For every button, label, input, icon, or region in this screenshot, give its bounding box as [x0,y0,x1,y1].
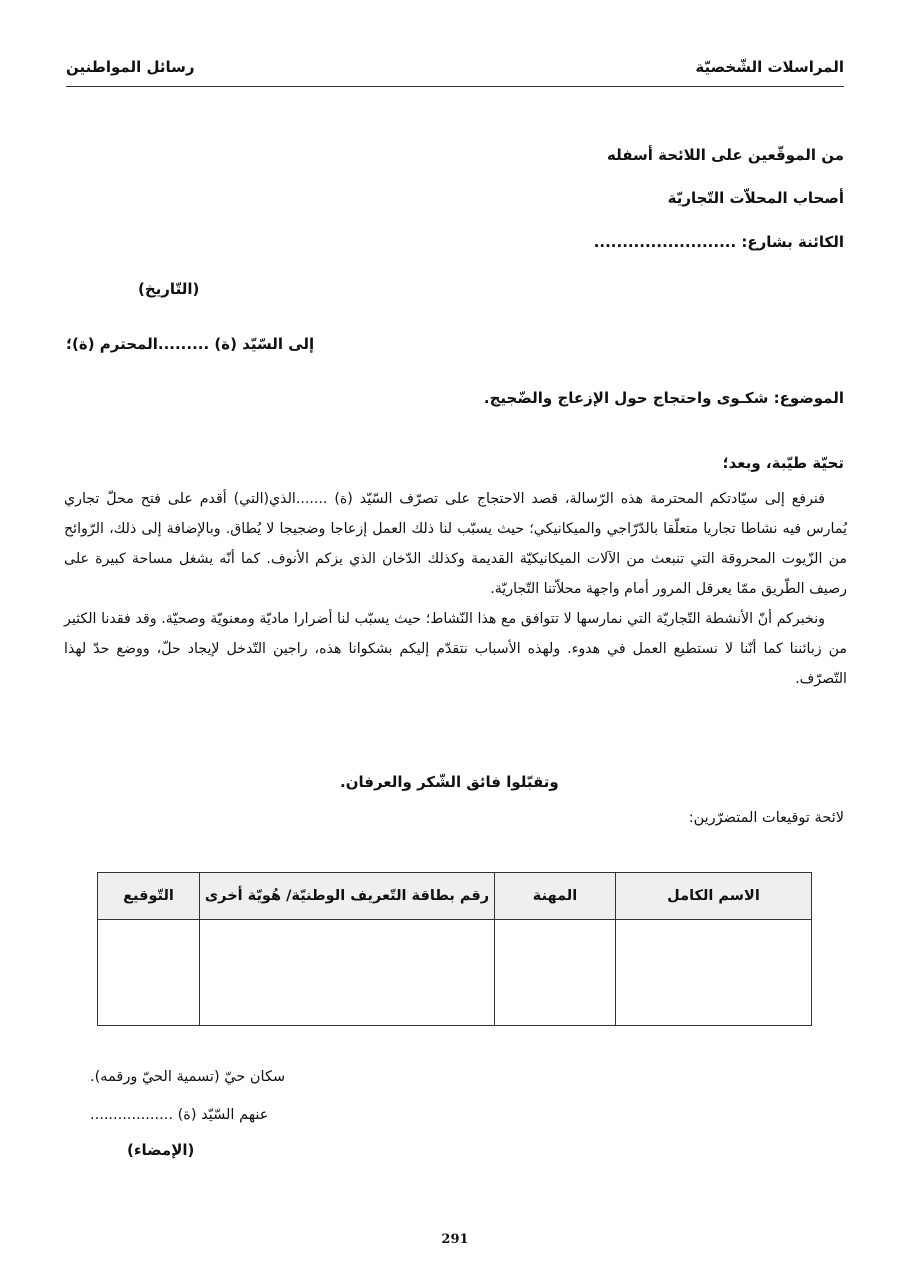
page-number: 291 [441,1232,469,1247]
header-rule [66,86,844,87]
table-row [98,920,812,1026]
sender-line-1: من الموقّعين على اللائحة أسفله [607,146,844,164]
signature-label: (الإمضاء) [127,1141,195,1159]
greeting: تحيّة طيّبة، وبعد؛ [722,454,844,472]
date-placeholder: (التّاريخ) [138,280,200,298]
signatures-table [97,872,812,1026]
column-header-profession: المهنة [495,873,616,920]
residents-line: سكان حيّ (تسمية الحيّ ورقمه). [90,1069,286,1085]
sender-address: الكائنة بشارع: ......................... [593,233,844,251]
body-paragraph-2: ونخبركم أنّ الأنشطة التّجاريّة التي نمارسها لا تتوافق مع هذا النّشاط؛ حيث يسبّب لنا أضرارا ماديّة ومعنويّة وصحيّة. وقد فقدنا الكثير من زبائننا كما أنّنا لا نستطيع العمل في هدوء. ولهذه الأسباب نتقدّم إليكم بشكوانا هذه، راجين التّدخل لإيجاد حلّ، ووضع حدّ لهذا التّصرّف. [64,611,847,687]
table-cell-signature [98,920,200,1026]
recipient-line: إلى السّيّد (ة) .........المحترم (ة)؛ [66,335,315,353]
column-header-signature: التّوقيع [98,873,200,920]
subject-line: الموضوع: شكـوى واحتجاج حول الإزعاج والضّجيج. [483,389,844,407]
table-header-row [98,873,812,920]
running-header-section: المراسلات الشّخصيّة [695,58,844,76]
column-header-id-number: رقم بطاقة التّعريف الوطنيّة/ هُويّة أخرى [200,873,495,920]
table-cell-id-number [200,920,495,1026]
on-behalf-line: عنهم السّيّد (ة) .................. [90,1107,269,1123]
table-cell-full-name [616,920,812,1026]
column-header-full-name: الاسم الكامل [616,873,812,920]
running-header-book: رسائل المواطنين [66,58,195,76]
closing-line: وتقبّلوا فائق الشّكر والعرفان. [340,773,559,791]
letter-body [64,484,847,694]
table-cell-profession [495,920,616,1026]
body-paragraph-1: فنرفع إلى سيّادتكم المحترمة هذه الرّسالة، قصد الاحتجاج على تصرّف السّيّد (ة) .......الذي(التي) أقدم على فتح محلّ تجاري يُمارس فيه نشاطا تجاريا متعلّقا بالدّرّاجي والميكانيكي؛ حيث يسبّب لنا ذلك العمل إزعاجا وضجيجا لا يُطاق. وبالإضافة إلى ذلك، الرّوائح من الزّيوت المحروقة التي تنبعث من الآلات الميكانيكيّة القديمة وكذلك الدّخان الذي يزكم الأنوف. كما أنّه يشغل مساحة كبيرة على رصيف الطّريق ممّا يعرقل المرور أمام واجهة محلاّتنا التّجاريّة. [64,491,847,597]
signatures-list-title: لائحة توقيعات المتضرّرين: [688,810,844,826]
sender-line-2: أصحاب المحلاّت التّجاريّة [667,189,844,207]
